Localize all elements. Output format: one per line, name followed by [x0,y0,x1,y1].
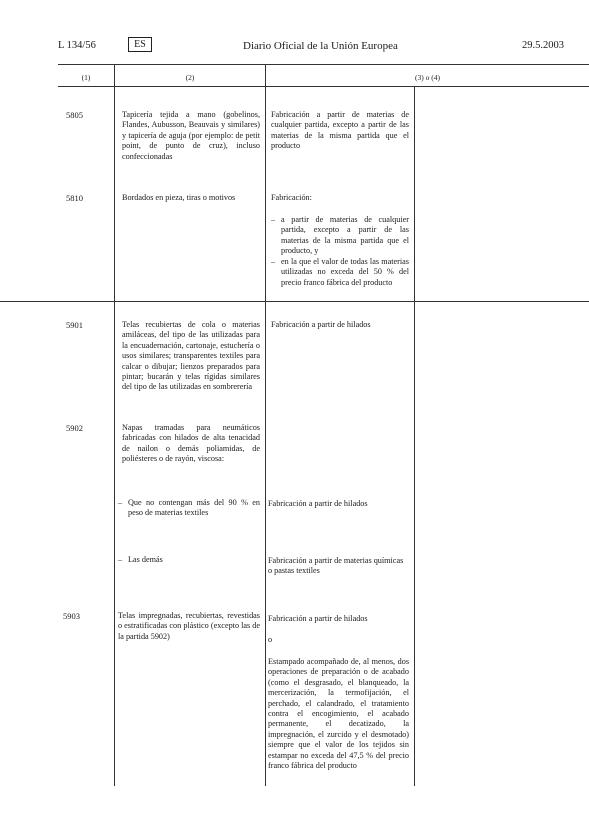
language-badge: ES [128,37,152,52]
dash-marker: – [118,498,123,507]
sub-description-text: Que no contengan más del 90 % en peso de materias textiles [128,498,260,518]
rule-list-text: en la que el valor de todas las materias utilizadas no exceda del 50 % del precio franco fábrica del producto [281,257,409,287]
rule-cell: Fabricación a partir de hilados [268,499,368,508]
rule-list-item [271,257,409,288]
heading-code: 5903 [63,611,80,621]
table-section-rule [0,301,589,302]
dash-marker: – [118,555,123,564]
description-cell: Bordados en pieza, tiras o motivos [122,193,236,202]
rule-list-text: a partir de materias de cualquier partida, excepto a partir de las materias de la misma partida que el producto, y [281,215,409,256]
dash-marker: – [271,257,276,266]
rule-or-connector: o [268,635,273,644]
description-cell: Telas recubiertas de cola o materias amiláceas, del tipo de las utilizadas para la encuadernación, cartonaje, estuchería o usos similares; transparentes textiles para calcar o dibujar; lienzos preparados para pintar; bucarán y telas rígidas similares del tipo de las utilizadas en sombrerería [122,320,260,392]
description-cell: Tapicería tejida a mano (gobelinos, Flandes, Aubusson, Beauvais y similares) y tapicería de aguja (por ejemplo: de petit point, de punto de cruz), incluso confeccionadas [122,110,260,161]
description-cell: Napas tramadas para neumáticos fabricadas con hilados de alta tenacidad de nailon o demás poliamidas, de poliésteres o de rayón, viscosa: [122,423,260,464]
column-header-1: (1) [81,73,91,82]
page-reference: L 134/56 [58,40,96,51]
column-divider-1 [114,64,115,786]
heading-code: 5805 [66,110,83,120]
journal-title: Diario Oficial de la Unión Europea [243,40,398,52]
column-divider-2 [265,64,266,786]
description-cell: Telas impregnadas, recubiertas, revestidas o estratificadas con plástico (excepto las de la partida 5902) [118,611,260,641]
sub-description-cell [118,555,260,565]
rule-list-item [271,215,409,257]
column-divider-3 [414,86,415,786]
table-top-rule [58,64,589,65]
rule-cell: Fabricación a partir de hilados [268,614,368,623]
table-header-rule [58,86,589,87]
sub-description-text: Las demás [128,555,163,564]
heading-code: 5901 [66,320,83,330]
column-header-2: (2) [185,73,195,82]
heading-code: 5902 [66,423,83,433]
sub-description-cell [118,498,260,519]
publication-date: 29.5.2003 [522,40,564,51]
rule-cell: Fabricación a partir de hilados [271,320,371,329]
rule-cell: Fabricación a partir de materias de cualquier partida, excepto a partir de las materias de la misma partida que el producto [271,110,409,151]
rule-cell: Fabricación a partir de materias químicas o pastas textiles [268,556,404,576]
column-header-3-4: (3) o (4) [415,73,440,82]
heading-code: 5810 [66,193,83,203]
dash-marker: – [271,215,276,224]
rule-alternative-cell: Estampado acompañado de, al menos, dos operaciones de preparación o de acabado (como el desgrasado, el blanqueado, la mercerización, la termofijación, el perchado, el calandrado, el tratamiento contra el encogimiento, el acabado permanente, el decatizado, la impregnación, el zurcido y el desmotado) siempre que el valor de los tejidos sin estampar no exceda del 47,5 % del precio franco fábrica del producto [268,657,409,771]
rule-cell: Fabricación: [271,193,312,202]
